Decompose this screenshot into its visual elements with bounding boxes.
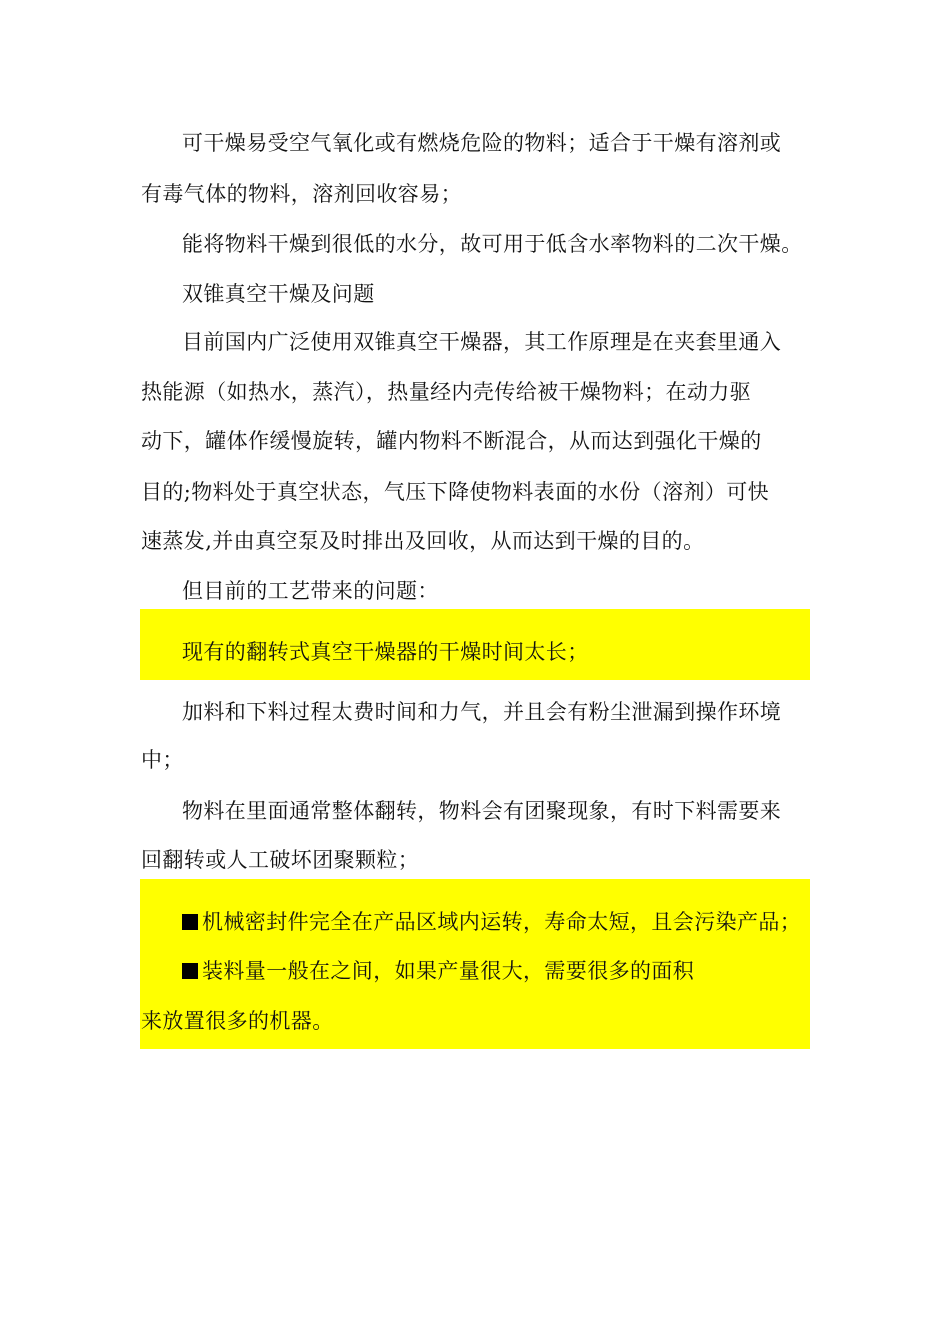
paragraph-1-line-1: 可干燥易受空气氧化或有燃烧危险的物料；适合于干燥有溶剂或 — [182, 131, 782, 155]
bullet-item-2-text: 装料量一般在之间，如果产量很大，需要很多的面积 — [202, 959, 695, 983]
paragraph-6-line-1: 加料和下料过程太费时间和力气，并且会有粉尘泄漏到操作环境 — [182, 700, 782, 724]
paragraph-3-line-4: 目的;物料处于真空状态，气压下降使物料表面的水份（溶剂）可快 — [141, 480, 770, 504]
paragraph-7-line-2: 回翻转或人工破坏团聚颗粒； — [141, 848, 420, 872]
paragraph-3-line-3: 动下，罐体作缓慢旋转，罐内物料不断混合，从而达到强化干燥的 — [141, 429, 762, 453]
section-heading: 双锥真空干燥及问题 — [182, 282, 375, 306]
bullet-item-2-line-2: 来放置很多的机器。 — [141, 1009, 334, 1033]
paragraph-7-line-1: 物料在里面通常整体翻转，物料会有团聚现象，有时下料需要来 — [182, 799, 782, 823]
paragraph-6-line-2: 中； — [141, 748, 184, 772]
paragraph-1-line-2: 有毒气体的物料，溶剂回收容易； — [141, 182, 462, 206]
paragraph-2: 能将物料干燥到很低的水分，故可用于低含水率物料的二次干燥。 — [182, 232, 803, 256]
square-bullet-icon — [182, 914, 198, 930]
paragraph-3-line-5: 速蒸发,并由真空泵及时排出及回收，从而达到干燥的目的。 — [141, 529, 705, 553]
paragraph-5: 现有的翻转式真空干燥器的干燥时间太长； — [182, 640, 589, 664]
bullet-item-1 — [182, 907, 801, 937]
paragraph-3-line-2: 热能源（如热水，蒸汽），热量经内壳传给被干燥物料；在动力驱 — [141, 380, 752, 404]
bullet-item-1-text: 机械密封件完全在产品区域内运转，寿命太短，且会污染产品； — [202, 910, 802, 934]
paragraph-3-line-1: 目前国内广泛使用双锥真空干燥器，其工作原理是在夹套里通入 — [182, 330, 782, 354]
square-bullet-icon — [182, 963, 198, 979]
paragraph-4: 但目前的工艺带来的问题： — [182, 579, 439, 603]
bullet-item-2 — [182, 956, 694, 986]
